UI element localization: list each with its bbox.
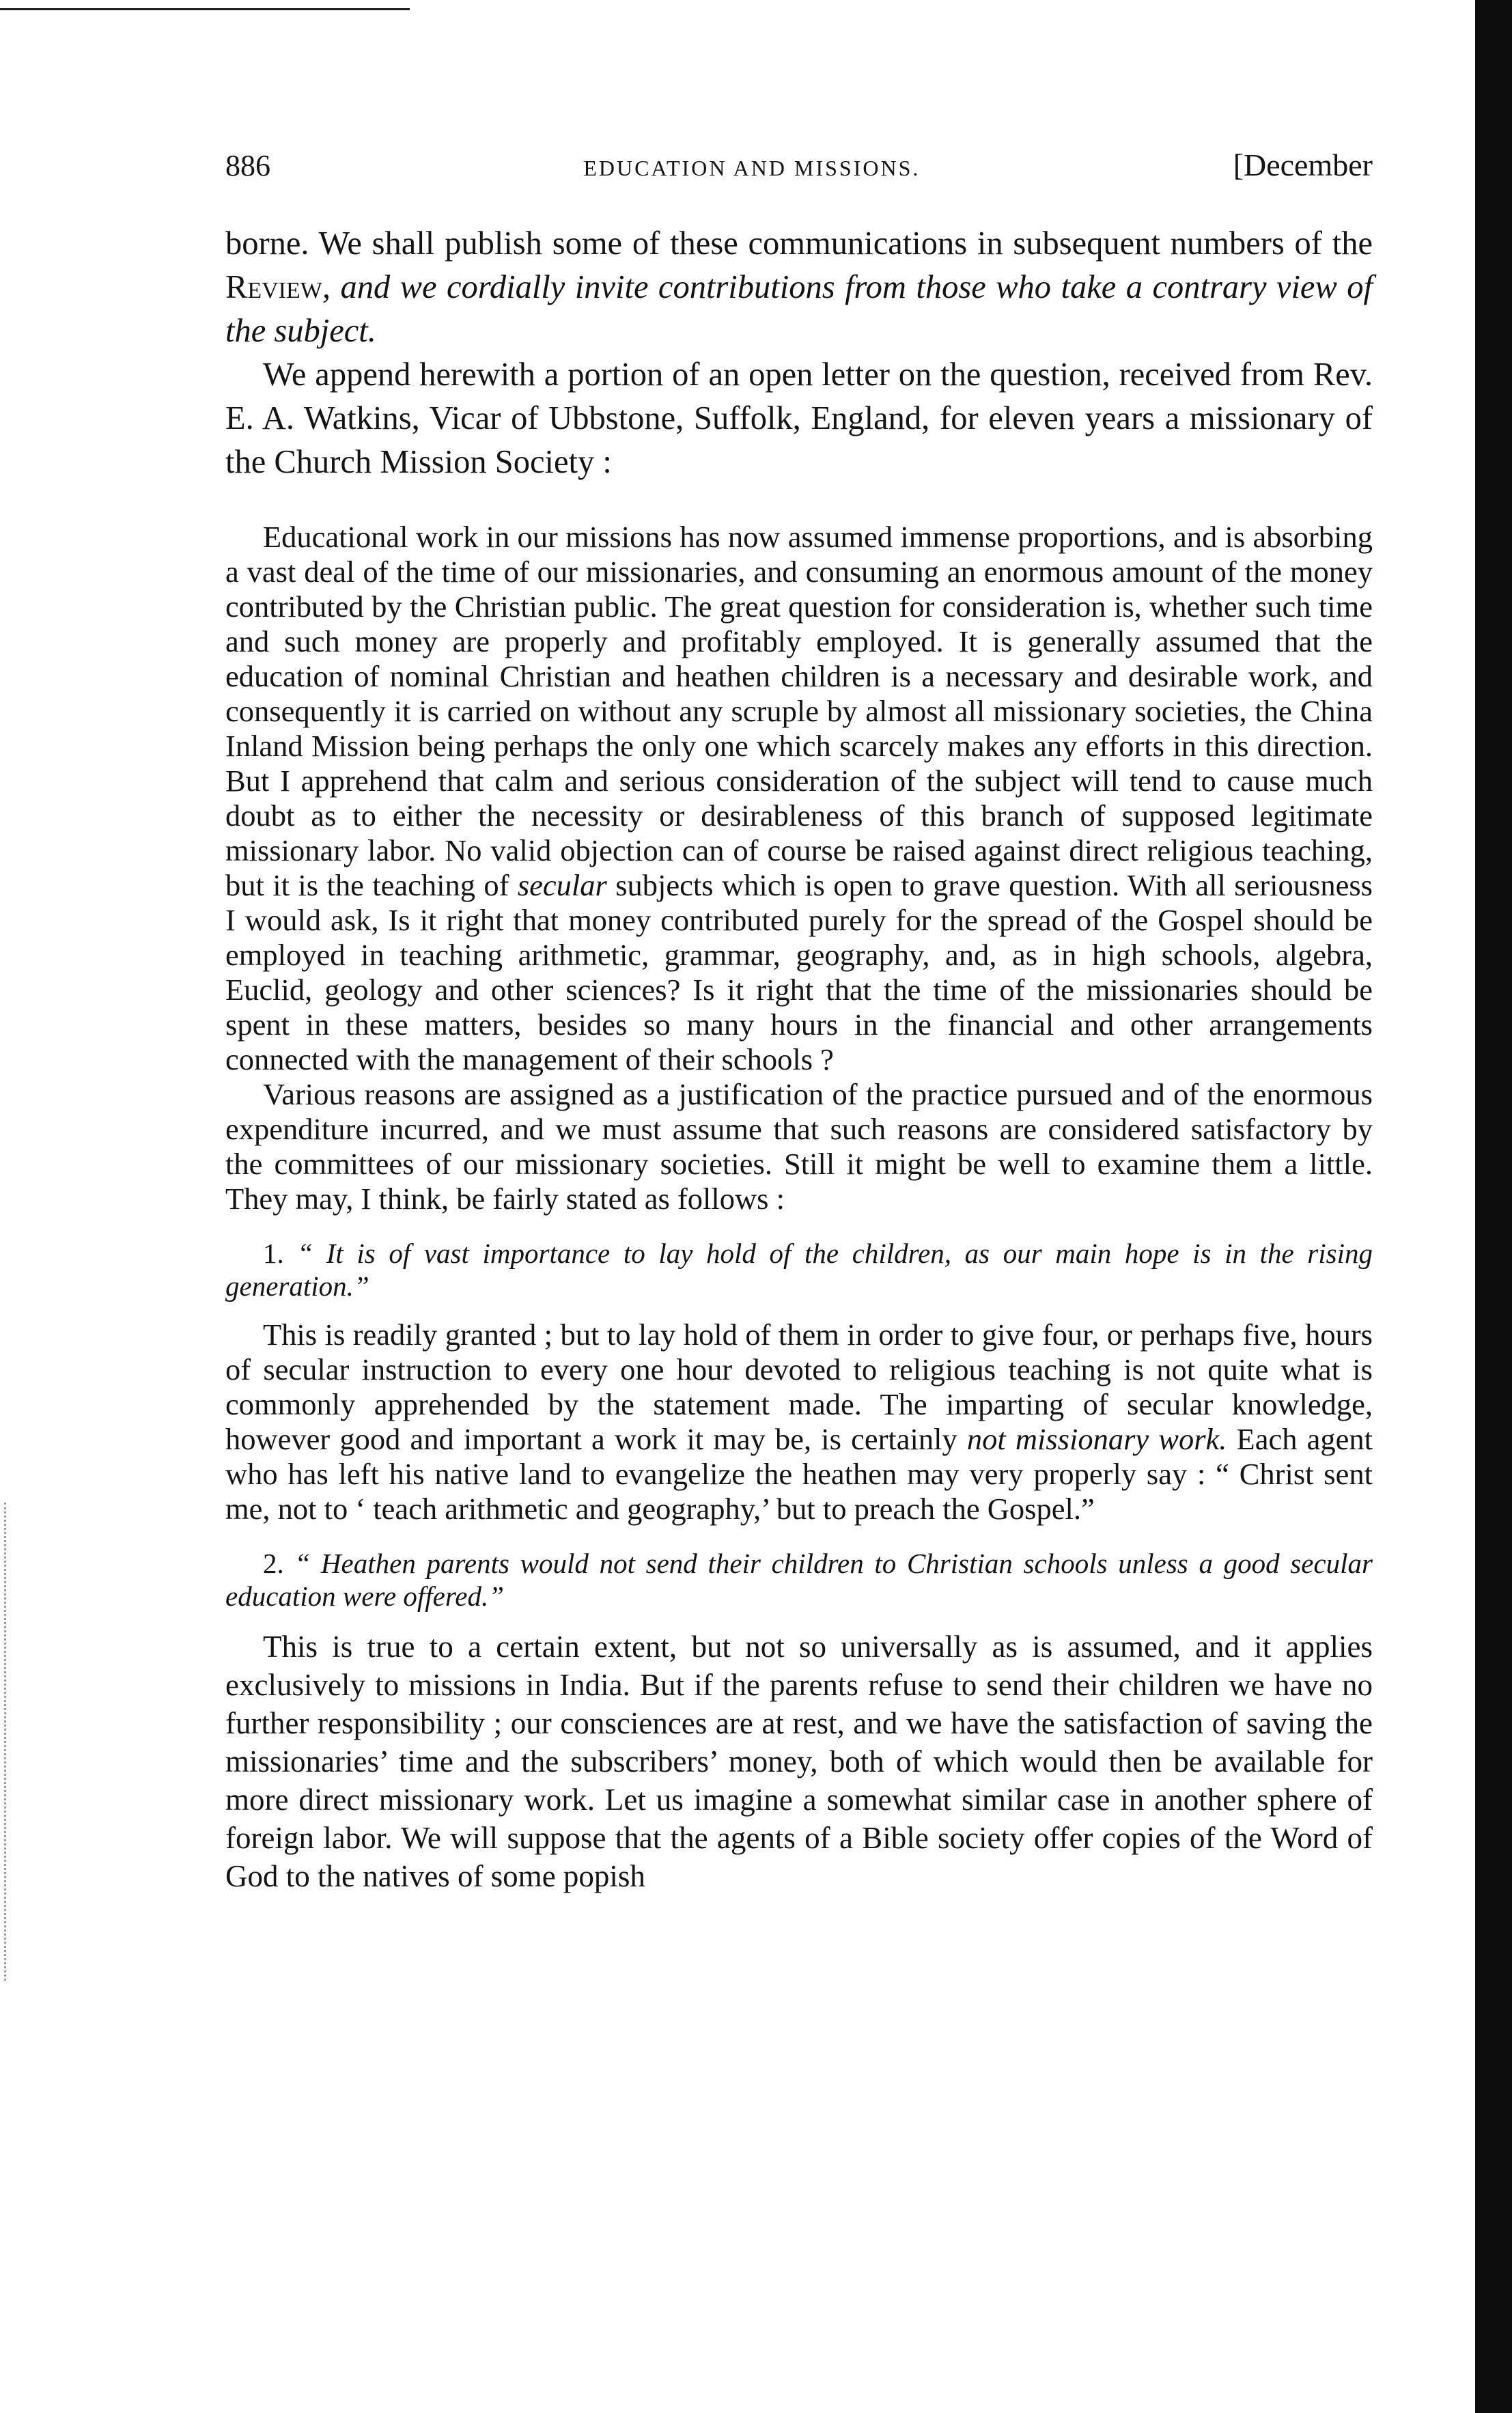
review-title: Review <box>225 269 322 305</box>
scan-margin-dots <box>4 1503 9 1981</box>
text-run: Educational work in our missions has now assumed immense proportions, and is absorbing a vast deal of the time of our missionaries, and consuming an enormous amount of the money contributed by the Christian public. The great question for consideration is, whether such time and such money are properly and profitably employed. It is generally assumed that the education of nominal Christian and heathen children is a necessary and desirable work, and consequently it is carried on without any scruple by almost all missionary societies, the China Inland Mission being perhaps the only one which scarcely makes any efforts in this direction. But I apprehend that calm and serious consideration of the subject will tend to cause much doubt as to either the necessity or desirableness of this branch of supposed legitimate missionary labor. No valid objection can of course be raised against direct religious teaching, but it is the teaching of <box>225 520 1373 902</box>
editorial-paragraph: We append herewith a portion of an open letter on the question, received from Rev. E. A. Watkins, Vicar of Ubbstone, Suffolk, England, for eleven years a missionary of the Church Mission Society : <box>225 357 1373 480</box>
text-run: Each agent who has left his native land to evangelize the heathen may very properly say : “ Christ sent me, not to ‘ teach arithmetic and geography,’ but to preach the Gospel.” <box>225 1422 1373 1526</box>
emphasis: not missionary work. <box>966 1422 1227 1456</box>
reason-number: 1. <box>263 1238 298 1269</box>
text-run: , and we cordially invite contributions from those who take a contrary view of the subject. <box>225 269 1373 349</box>
header-month: [December <box>1233 148 1373 182</box>
text-run: subjects which is open to grave question. With all seriousness I would ask, Is it right that money contributed purely for the spread of the Gospel should be employed in teaching arithmetic, grammar, geography, and, as in high schools, algebra, Euclid, geology and other sciences? Is it right that the time of the missionaries should be spent in these matters, besides so many hours in the financial and other arrangements connected with the management of their schools ? <box>225 868 1373 1076</box>
editorial-text <box>225 222 1373 484</box>
letter-paragraph: Various reasons are assigned as a justification of the practice pursued and of the enormous expenditure incurred, and we must assume that such reasons are considered satisfactory by the committees of our missionary societies. Still it might be well to examine them a little. They may, I think, be fairly stated as follows : <box>225 1077 1373 1216</box>
reason-heading-2 <box>225 1547 1373 1613</box>
editorial-paragraph <box>225 222 1373 353</box>
letter-paragraph: This is true to a certain extent, but not so universally as is assumed, and it applies exclusively to missions in India. But if the parents refuse to send their children we have no further responsibility ; our consciences are at rest, and we have the satisfaction of saving the missionaries’ time and the subscribers’ money, both of which would then be available for more direct missionary work. Let us imagine a somewhat similar case in another sphere of foreign labor. We will suppose that the agents of a Bible society offer copies of the Word of God to the natives of some popish <box>225 1630 1373 1893</box>
open-letter-extract <box>225 520 1373 1895</box>
top-rule <box>0 8 410 10</box>
running-title: EDUCATION AND MISSIONS. <box>583 156 921 180</box>
emphasis: secular <box>517 868 607 902</box>
page <box>225 147 1373 1895</box>
reason-text: “ Heathen parents would not send their children to Christian schools unless a good secular education were offered.” <box>225 1548 1373 1612</box>
running-header <box>225 147 1373 195</box>
letter-paragraph <box>225 520 1373 1077</box>
text-run: borne. We shall publish some of these communications in subsequent numbers of the <box>225 225 1373 262</box>
reason-number: 2. <box>263 1548 295 1579</box>
letter-paragraph <box>225 1317 1373 1526</box>
scan-edge-bar <box>1475 0 1512 2413</box>
reason-heading-1 <box>225 1237 1373 1302</box>
reason-text: “ It is of vast importance to lay hold of the children, as our main hope is in the rising generation.” <box>225 1238 1373 1302</box>
page-number: 886 <box>225 149 270 182</box>
text-run: This is readily granted ; but to lay hold of them in order to give four, or perhaps five, hours of secular instruction to every one hour devoted to religious teaching is not quite what is commonly apprehended by the statement made. The imparting of secular knowledge, however good and important a work it may be, is certainly <box>225 1317 1373 1456</box>
